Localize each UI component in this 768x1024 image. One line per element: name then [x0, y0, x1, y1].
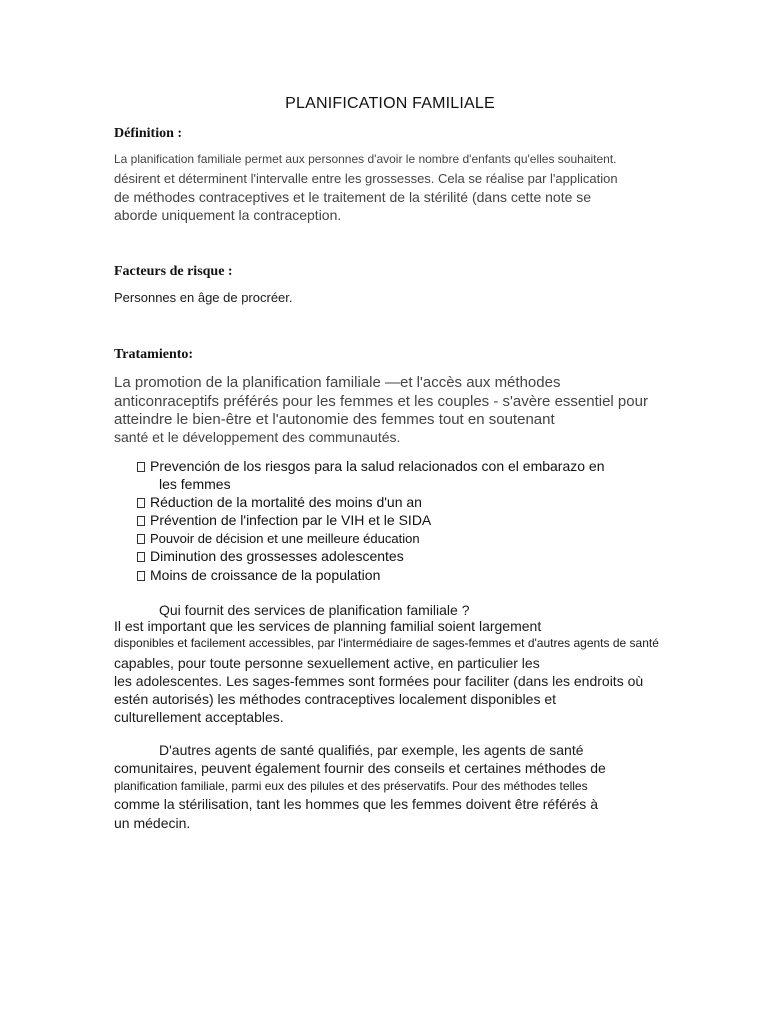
list-item: Prévention de l'infection par le VIH et le SIDA [137, 512, 431, 528]
providers-line-5: estén autorisés) les méthodes contraceptives localement disponibles et [114, 691, 557, 707]
definition-line-3: de méthodes contraceptives et le traitement de la stérilité (dans cette note se [114, 189, 592, 205]
checkbox-glyph-icon [137, 498, 145, 508]
page-title: PLANIFICATION FAMILIALE [285, 95, 495, 112]
treatment-line-3: atteindre le bien-être et l'autonomie des femmes tout en soutenant [114, 411, 555, 428]
risk-text: Personnes en âge de procréer. [114, 290, 293, 305]
treatment-line-4: santé et le développement des communautés. [114, 429, 401, 445]
agents-line-2: comunitaires, peuvent également fournir des conseils et certaines méthodes de [114, 760, 606, 776]
agents-line-3: planification familiale, parmi eux des pilules et des préservatifs. Pour des méthodes telles [114, 779, 588, 793]
definition-heading: Définition : [114, 126, 183, 141]
list-item: Diminution des grossesses adolescentes [137, 548, 404, 564]
providers-question: Qui fournit des services de planification familiale ? [159, 602, 470, 618]
definition-line-4: aborde uniquement la contraception. [114, 207, 342, 223]
agents-line-5: un médecin. [114, 815, 191, 831]
providers-line-1: Il est important que les services de planning familial soient largement [114, 618, 542, 634]
list-item: Réduction de la mortalité des moins d'un an [137, 494, 422, 510]
checkbox-glyph-icon [137, 534, 145, 544]
checkbox-glyph-icon [137, 571, 145, 581]
agents-line-4: comme la stérilisation, tant les hommes que les femmes doivent être référés à [114, 796, 598, 812]
treatment-heading: Tratamiento: [114, 347, 194, 362]
risk-heading: Facteurs de risque : [114, 264, 233, 279]
agents-line-1: D'autres agents de santé qualifiés, par exemple, les agents de santé [159, 742, 584, 758]
definition-line-2: désirent et déterminent l'intervalle entre les grossesses. Cela se réalise par l'application [114, 171, 618, 186]
definition-line-1: La planification familiale permet aux personnes d'avoir le nombre d'enfants qu'elles souhaitent. [114, 152, 617, 166]
list-item: Moins de croissance de la population [137, 567, 380, 583]
providers-line-6: culturellement acceptables. [114, 709, 284, 725]
providers-line-2: disponibles et facilement accessibles, par l'intermédiaire de sages-femmes et d'autres agents de santé [114, 636, 659, 650]
checkbox-glyph-icon [137, 552, 145, 562]
checkbox-glyph-icon [137, 462, 145, 472]
list-item: Pouvoir de décision et une meilleure éducation [137, 531, 420, 546]
treatment-line-2: anticonraceptifs préférés pour les femmes et les couples - s'avère essentiel pour [114, 393, 648, 410]
providers-line-4: les adolescentes. Les sages-femmes sont formées pour faciliter (dans les endroits où [114, 673, 644, 689]
providers-line-3: capables, pour toute personne sexuellement active, en particulier les [114, 655, 540, 671]
checkbox-glyph-icon [137, 516, 145, 526]
list-item: Prevención de los riesgos para la salud relacionados con el embarazo en [137, 458, 605, 474]
treatment-line-1: La promotion de la planification familiale —et l'accès aux méthodes [114, 374, 561, 391]
list-item-continuation: les femmes [159, 476, 231, 492]
